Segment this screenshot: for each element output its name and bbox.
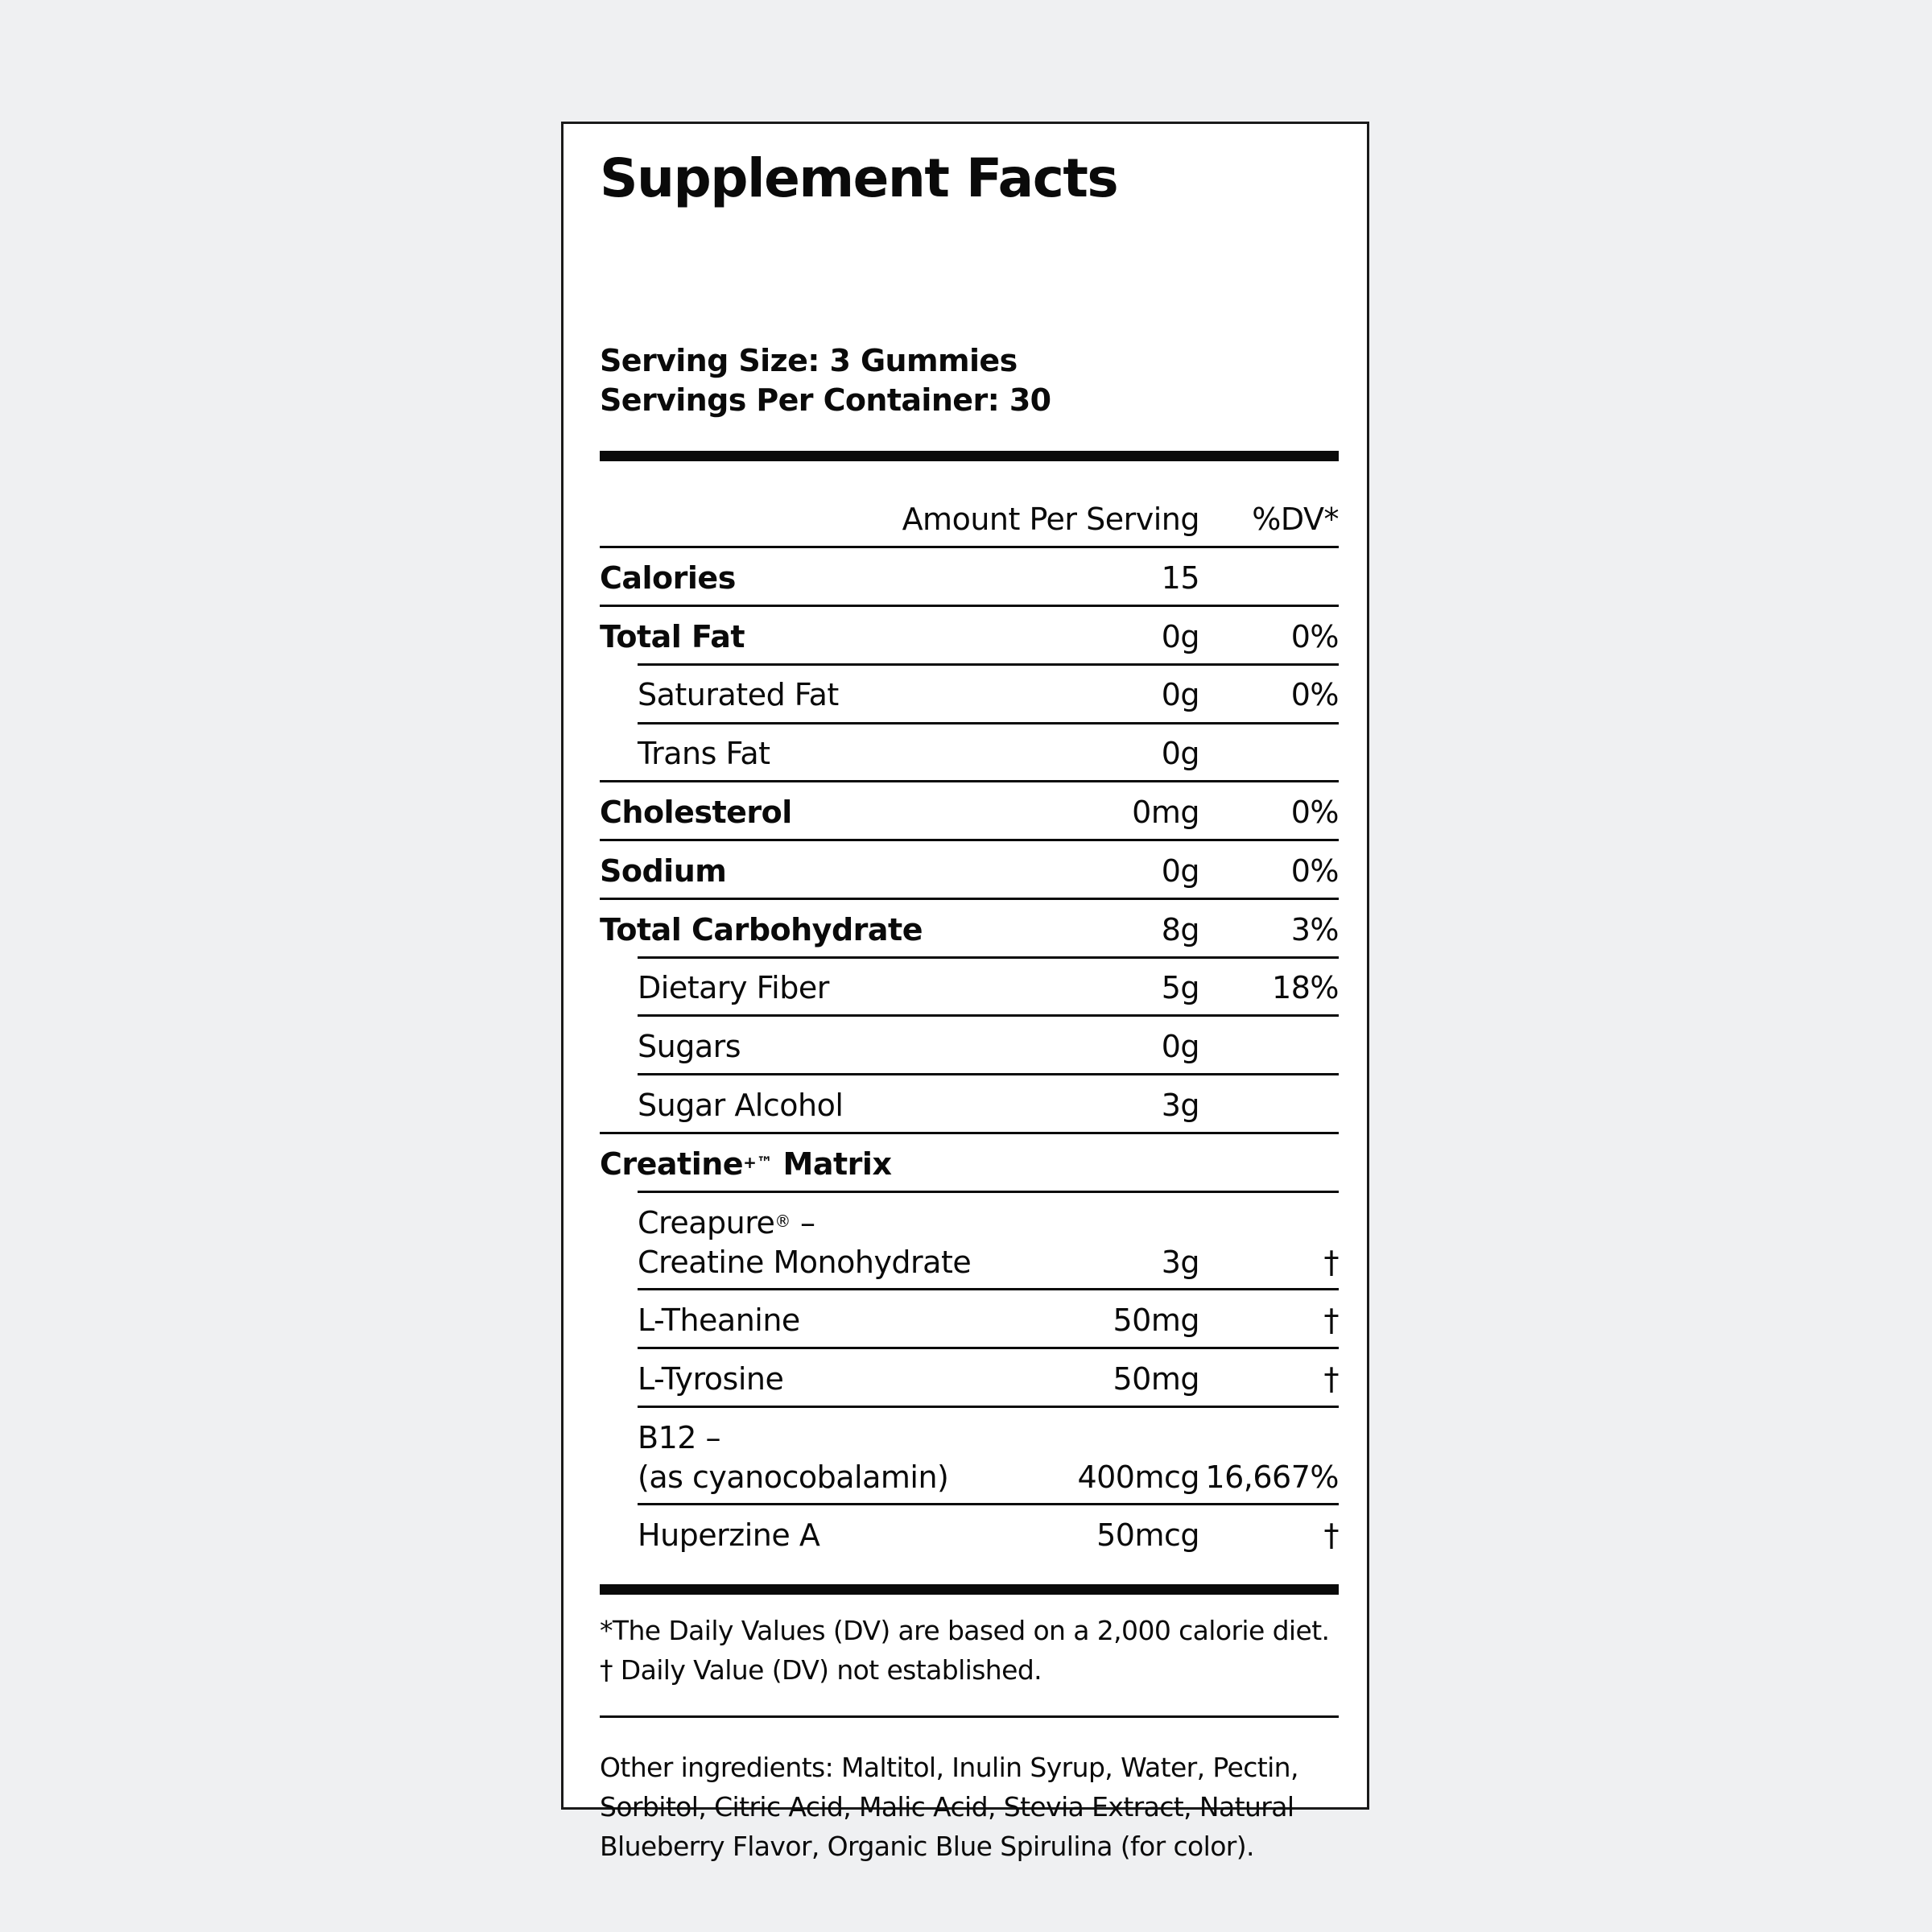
ingredient-dv: † xyxy=(1323,1245,1339,1280)
divider xyxy=(638,1014,1339,1017)
nutrient-amount: 0g xyxy=(1161,853,1199,889)
nutrient-amount: 0g xyxy=(1161,736,1199,771)
divider xyxy=(638,956,1339,959)
nutrient-name: Calories xyxy=(600,560,736,596)
trademark-mark: +™ xyxy=(743,1153,773,1172)
ingredient-amount: 50mg xyxy=(1113,1361,1199,1397)
ingredient-name-line2: (as cyanocobalamin) xyxy=(638,1459,949,1495)
other-ingredients-line3: Blueberry Flavor, Organic Blue Spirulina (for color). xyxy=(600,1831,1254,1862)
dv-header: %DV* xyxy=(1252,502,1339,537)
ingredient-dv: † xyxy=(1323,1361,1339,1397)
brand-name: Creapure xyxy=(638,1205,775,1241)
serving-size: Serving Size: 3 Gummies xyxy=(600,343,1018,378)
supplement-facts-panel xyxy=(561,122,1369,1862)
nutrient-name: Total Fat xyxy=(600,619,745,654)
matrix-suffix: Matrix xyxy=(772,1146,892,1182)
ingredient-amount: 50mcg xyxy=(1096,1517,1199,1553)
divider xyxy=(600,605,1339,607)
ingredient-dv: 16,667% xyxy=(1205,1459,1339,1495)
other-ingredients-line2: Sorbitol, Citric Acid, Malic Acid, Stevia Extract, Natural xyxy=(600,1791,1294,1823)
nutrient-amount: 5g xyxy=(1161,970,1199,1005)
ingredient-name-line1: B12 – xyxy=(638,1420,721,1455)
nutrient-dv: 0% xyxy=(1290,795,1339,830)
nutrient-name: Dietary Fiber xyxy=(638,970,829,1005)
divider xyxy=(638,1406,1339,1408)
ingredient-name-line1 xyxy=(638,1203,815,1243)
nutrient-amount: 3g xyxy=(1161,1088,1199,1123)
divider xyxy=(638,1073,1339,1075)
divider xyxy=(638,722,1339,724)
amount-per-serving-header: Amount Per Serving xyxy=(902,502,1199,537)
nutrient-amount: 0g xyxy=(1161,619,1199,654)
nutrient-dv: 0% xyxy=(1290,677,1339,712)
thick-divider-bottom xyxy=(600,1584,1339,1595)
ingredient-name-line2: Creatine Monohydrate xyxy=(638,1245,972,1280)
matrix-name: Creatine xyxy=(600,1146,744,1182)
footnote-dagger: † Daily Value (DV) not established. xyxy=(600,1654,1042,1686)
nutrient-name: Trans Fat xyxy=(638,736,770,771)
matrix-heading xyxy=(600,1144,891,1184)
ingredient-dv: † xyxy=(1323,1517,1339,1553)
thick-divider-top xyxy=(600,451,1339,461)
nutrient-dv: 3% xyxy=(1290,912,1339,947)
nutrient-name: Sodium xyxy=(600,853,727,889)
divider xyxy=(638,663,1339,666)
nutrient-name: Sugars xyxy=(638,1029,741,1064)
nutrient-name: Sugar Alcohol xyxy=(638,1088,844,1123)
nutrient-dv: 0% xyxy=(1290,619,1339,654)
ingredient-name: L-Theanine xyxy=(638,1302,800,1338)
nutrient-dv: 18% xyxy=(1272,970,1339,1005)
divider xyxy=(638,1288,1339,1290)
nutrient-amount: 0g xyxy=(1161,1029,1199,1064)
name-dash: – xyxy=(791,1205,815,1241)
divider xyxy=(638,1503,1339,1505)
ingredient-amount: 400mcg xyxy=(1077,1459,1199,1495)
registered-mark: ® xyxy=(774,1212,791,1231)
nutrient-name: Saturated Fat xyxy=(638,677,839,712)
divider xyxy=(638,1191,1339,1193)
nutrient-amount: 0mg xyxy=(1132,795,1199,830)
ingredient-amount: 3g xyxy=(1161,1245,1199,1280)
nutrient-name: Cholesterol xyxy=(600,795,792,830)
ingredient-name: Huperzine A xyxy=(638,1517,820,1553)
divider xyxy=(600,898,1339,900)
divider xyxy=(600,546,1339,548)
servings-per-container: Servings Per Container: 30 xyxy=(600,382,1051,418)
nutrient-dv: 0% xyxy=(1290,853,1339,889)
divider xyxy=(600,1715,1339,1718)
panel-title: Supplement Facts xyxy=(600,147,1118,209)
footnote-daily-values: *The Daily Values (DV) are based on a 2,000 calorie diet. xyxy=(600,1615,1330,1646)
divider xyxy=(600,839,1339,841)
nutrient-amount: 15 xyxy=(1161,560,1199,596)
ingredient-name: L-Tyrosine xyxy=(638,1361,784,1397)
nutrient-amount: 8g xyxy=(1161,912,1199,947)
divider xyxy=(600,780,1339,782)
nutrient-amount: 0g xyxy=(1161,677,1199,712)
ingredient-amount: 50mg xyxy=(1113,1302,1199,1338)
divider xyxy=(600,1132,1339,1134)
nutrient-name: Total Carbohydrate xyxy=(600,912,923,947)
ingredient-dv: † xyxy=(1323,1302,1339,1338)
other-ingredients-line1: Other ingredients: Maltitol, Inulin Syrup, Water, Pectin, xyxy=(600,1752,1298,1783)
divider xyxy=(638,1347,1339,1349)
